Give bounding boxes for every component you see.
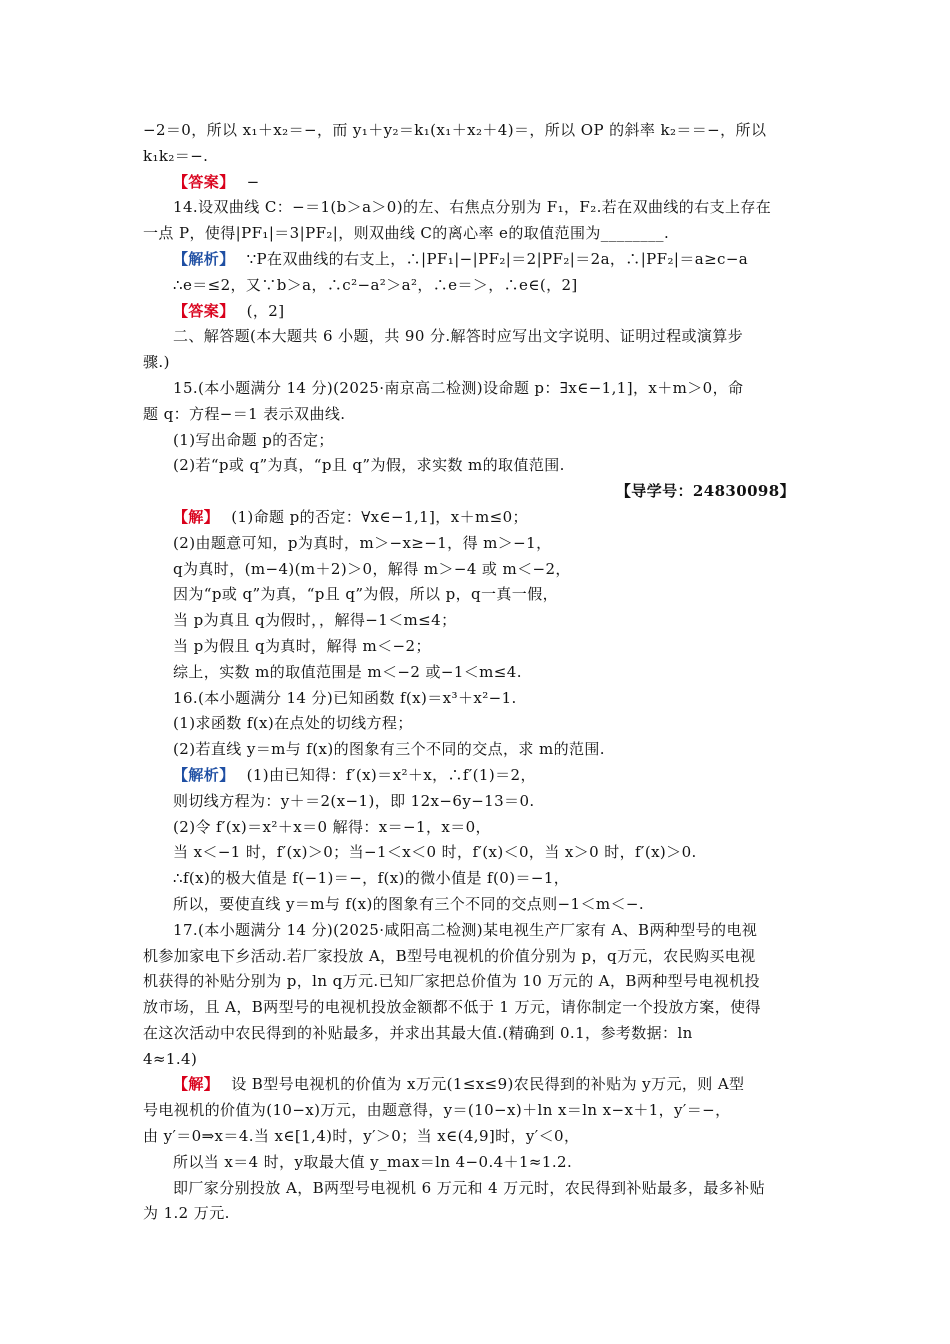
text-line: 当 p为真且 q为假时，，解得−1＜m≤4； bbox=[173, 611, 457, 630]
analysis-text: ∵P在双曲线的右支上，∴|PF₁|−|PF₂|＝2|PF₂|＝2a，∴|PF₂|＝a≥c−a bbox=[246, 249, 749, 268]
question-line: 17.(本小题满分 14 分)(2025·咸阳高二检测)某电视生产厂家有 A、B两种型号的电视 bbox=[173, 920, 758, 939]
guide-number: 【导学号：24830098】 bbox=[615, 482, 795, 501]
solution-label: 【解】 bbox=[173, 1075, 220, 1094]
text-line: 即厂家分别投放 A，B两型号电视机 6 万元和 4 万元时，农民得到补贴最多，最多补贴 bbox=[173, 1178, 765, 1197]
analysis-label: 【解析】 bbox=[173, 765, 235, 784]
text-line: ∴e＝≤2，又∵b＞a，∴c²−a²＞a²，∴e＝＞，∴e∈(，2] bbox=[173, 275, 578, 294]
question-line: 15.(本小题满分 14 分)(2025·南京高二检测)设命题 p：∃x∈−1,1]，x＋m＞0，命 bbox=[173, 378, 744, 397]
solution-line bbox=[143, 1072, 809, 1098]
text-line: 题 q：方程−＝1 表示双曲线. bbox=[143, 404, 346, 423]
answer-text: (，2] bbox=[246, 301, 285, 320]
document-page bbox=[143, 118, 809, 1227]
answer-label: 【答案】 bbox=[173, 301, 235, 320]
text-line: 所以当 x＝4 时，y取最大值 y_max＝ln 4−0.4＋1≈1.2. bbox=[173, 1152, 573, 1171]
text-line: (2)若“p或 q”为真，“p且 q”为假，求实数 m的取值范围. bbox=[173, 456, 565, 475]
analysis-line bbox=[143, 247, 809, 273]
answer-line bbox=[143, 170, 809, 196]
text-line: (2)若直线 y＝m与 f(x)的图象有三个不同的交点，求 m的范围. bbox=[173, 740, 605, 759]
text-line: 为 1.2 万元. bbox=[143, 1204, 230, 1223]
text-line: 骤.) bbox=[143, 353, 170, 372]
text-line: (2)令 f′(x)＝x²＋x＝0 解得：x＝−1，x＝0， bbox=[173, 817, 491, 836]
question-line: 14.设双曲线 C：−＝1(b＞a＞0)的左、右焦点分别为 F₁，F₂.若在双曲线的右支上存在 bbox=[173, 198, 772, 217]
solution-text: 设 B型号电视机的价值为 x万元(1≤x≤9)农民得到的补贴为 y万元，则 A型 bbox=[231, 1075, 745, 1094]
answer-label: 【答案】 bbox=[173, 172, 235, 191]
solution-label: 【解】 bbox=[173, 507, 220, 526]
text-line: 一点 P，使得|PF₁|＝3|PF₂|，则双曲线 C的离心率 e的取值范围为________. bbox=[143, 224, 670, 243]
question-line: 16.(本小题满分 14 分)已知函数 f(x)＝x³＋x²−1. bbox=[173, 688, 517, 707]
text-line: 机获得的补贴分别为 p，ln q万元.已知厂家把总价值为 10 万元的 A，B两种型号电视机投 bbox=[143, 972, 761, 991]
text-line: 4≈1.4) bbox=[143, 1049, 198, 1068]
text-line: (1)求函数 f(x)在点处的切线方程； bbox=[173, 714, 413, 733]
text-line: 在这次活动中农民得到的补贴最多，并求出其最大值.(精确到 0.1，参考数据：ln bbox=[143, 1023, 693, 1042]
text-line: 放市场，且 A，B两型号的电视机投放金额都不低于 1 万元，请你制定一个投放方案，使得 bbox=[143, 998, 761, 1017]
text-line: q为真时，(m−4)(m＋2)＞0，解得 m＞−4 或 m＜−2， bbox=[173, 559, 571, 578]
analysis-text: (1)由已知得：f′(x)＝x²＋x，∴f′(1)＝2， bbox=[246, 765, 536, 784]
analysis-line bbox=[143, 763, 809, 789]
text-line: 号电视机的价值为(10−x)万元，由题意得，y＝(10−x)＋ln x＝ln x−x＋1，y′＝−， bbox=[143, 1101, 731, 1120]
text-line: 则切线方程为：y＋＝2(x−1)，即 12x−6y−13＝0. bbox=[173, 791, 535, 810]
text-line: 因为“p或 q”为真，“p且 q”为假，所以 p，q一真一假， bbox=[173, 585, 558, 604]
text-line: 综上，实数 m的取值范围是 m＜−2 或−1＜m≤4. bbox=[173, 662, 522, 681]
text-line: 所以，要使直线 y＝m与 f(x)的图象有三个不同的交点则−1＜m＜−. bbox=[173, 894, 645, 913]
text-line: ∴f(x)的极大值是 f(−1)＝−，f(x)的微小值是 f(0)＝−1， bbox=[173, 869, 570, 888]
text-line: −2＝0，所以 x₁＋x₂＝−，而 y₁＋y₂＝k₁(x₁＋x₂＋4)＝，所以 OP 的斜率 k₂＝＝−，所以 bbox=[143, 121, 767, 139]
solution-line bbox=[143, 505, 809, 531]
answer-line bbox=[143, 299, 809, 325]
answer-text: − bbox=[246, 172, 260, 191]
analysis-label: 【解析】 bbox=[173, 249, 235, 268]
text-line: (2)由题意可知，p为真时，m＞−x≥−1，得 m＞−1， bbox=[173, 533, 552, 552]
text-line: 当 p为假且 q为真时，解得 m＜−2； bbox=[173, 636, 431, 655]
text-line: k₁k₂＝−. bbox=[143, 146, 209, 165]
section-heading: 二、解答题(本大题共 6 小题，共 90 分.解答时应写出文字说明、证明过程或演算步 bbox=[173, 327, 744, 346]
text-line: 机参加家电下乡活动.若厂家投放 A，B型号电视机的价值分别为 p，q万元，农民购买电视 bbox=[143, 946, 756, 965]
text-line: 当 x＜−1 时，f′(x)＞0；当−1＜x＜0 时，f′(x)＜0，当 x＞0 时，f′(x)＞0. bbox=[173, 843, 697, 862]
text-line: (1)写出命题 p的否定； bbox=[173, 430, 334, 449]
text-line: 由 y′＝0⇒x＝4.当 x∈[1,4)时，y′＞0；当 x∈(4,9]时，y′＜0， bbox=[143, 1127, 580, 1146]
solution-text: (1)命题 p的否定：∀x∈−1,1]，x＋m≤0； bbox=[231, 507, 528, 526]
